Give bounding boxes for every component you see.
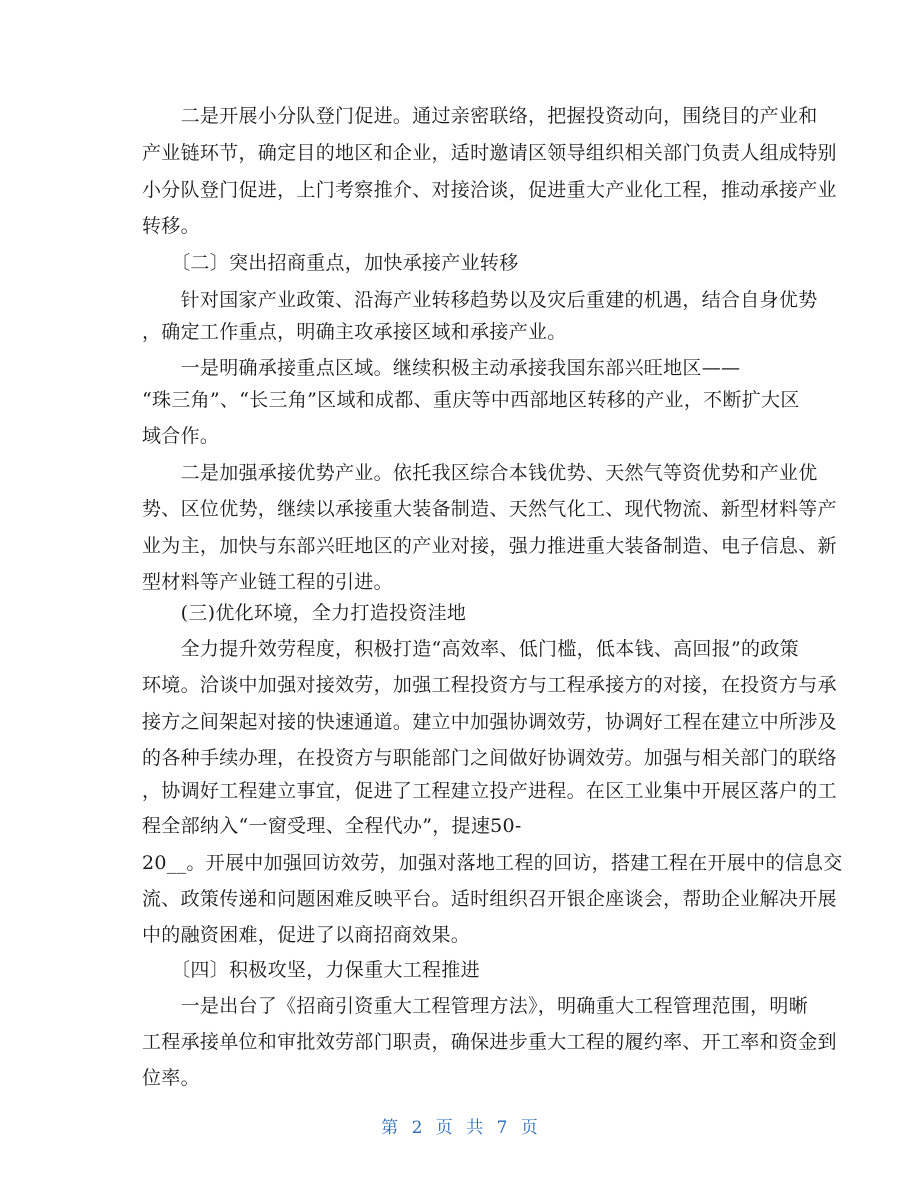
text-line: 接方之间架起对接的快速通道。建立中加强协调效劳，协调好工程在建立中所涉及 (142, 711, 837, 733)
section-heading: (三)优化环境，全力打造投资洼地 (142, 602, 467, 624)
page-footer (0, 1113, 920, 1138)
text-line: 转移。 (142, 215, 200, 237)
text-line: 全力提升效劳程度，积极打造“高效率、低门槛，低本钱、高回报”的政策 (142, 638, 799, 660)
footer-page-label: 页 (435, 1118, 454, 1138)
text-line: 二是加强承接优势产业。依托我区综合本钱优势、天然气等资优势和产业优 (142, 462, 818, 484)
text-line: 20__。开展中加强回访效劳，加强对落地工程的回访，搭建工程在开展中的信息交 (142, 852, 843, 874)
text-line: ，确定工作重点，明确主攻承接区域和承接产业。 (142, 321, 567, 343)
text-line: 工程承接单位和审批效劳部门职责，确保进步重大工程的履约率、开工率和资金到 (142, 1031, 837, 1053)
text-line: ，协调好工程建立事宜，促进了工程建立投产进程。在区工业集中开展区落户的工 (142, 780, 837, 802)
text-line: 小分队登门促进，上门考察推介、对接洽谈，促进重大产业化工程，推动承接产业 (142, 179, 837, 201)
current-page-number: 2 (411, 1118, 424, 1138)
text-line: 业为主，加快与东部兴旺地区的产业对接，强力推进重大装备制造、电子信息、新 (142, 535, 837, 557)
section-heading: 〔四〕积极攻坚，力保重大工程推进 (142, 959, 480, 981)
text-line: 一是出台了《招商引资重大工程管理方法》，明确重大工程管理范围，明晰 (142, 995, 809, 1017)
text-line: 势、区位优势，继续以承接重大装备制造、天然气化工、现代物流、新型材料等产 (142, 498, 837, 520)
footer-total-prefix: 共 (466, 1118, 485, 1138)
text-line: 产业链环节，确定目的地区和企业，适时邀请区领导组织相关部门负责人组成特别 (142, 142, 837, 164)
text-line: 的各种手续办理，在投资方与职能部门之间做好协调效劳。加强与相关部门的联络 (142, 747, 837, 769)
total-page-count: 7 (496, 1118, 509, 1138)
text-line: 程全部纳入“一窗受理、全程代办”，提速50- (142, 815, 522, 837)
text-line: 域合作。 (142, 425, 220, 447)
section-heading: 〔二〕突出招商重点，加快承接产业转移 (142, 252, 519, 274)
footer-total-label: 页 (520, 1118, 539, 1138)
text-line: 环境。洽谈中加强对接效劳，加强工程投资方与工程承接方的对接，在投资方与承 (142, 674, 837, 696)
footer-prefix: 第 (381, 1118, 400, 1138)
text-line: 针对国家产业政策、沿海产业转移趋势以及灾后重建的机遇，结合自身优势 (142, 289, 818, 311)
text-line: 一是明确承接重点区域。继续积极主动承接我国东部兴旺地区—— (142, 357, 741, 379)
text-line: 位率。 (142, 1067, 200, 1089)
text-line: “珠三角”、“长三角”区域和成都、重庆等中西部地区转移的产业，不断扩大区 (142, 389, 800, 411)
text-line: 二是开展小分队登门促进。通过亲密联络，把握投资动向，围绕目的产业和 (142, 105, 818, 127)
text-line: 型材料等产业链工程的引进。 (142, 571, 393, 593)
text-line: 流、政策传递和问题困难反映平台。适时组织召开银企座谈会，帮助企业解决开展 (142, 888, 837, 910)
text-line: 中的融资困难，促进了以商招商效果。 (142, 924, 471, 946)
